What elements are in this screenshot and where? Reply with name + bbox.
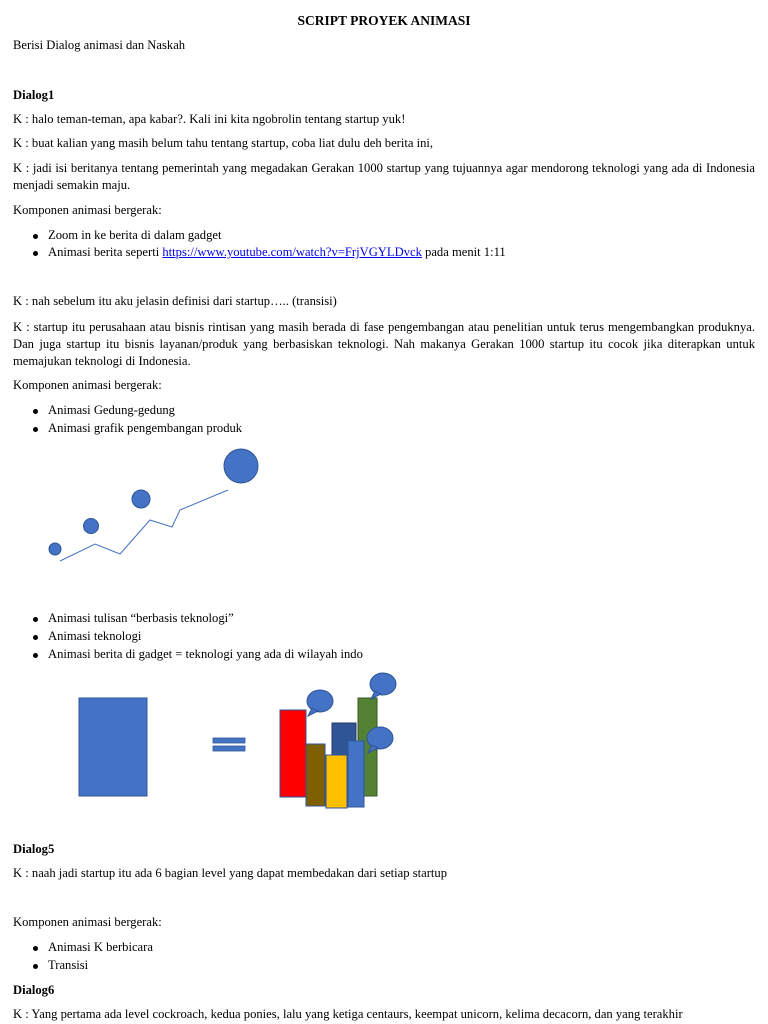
dialog-line: K : buat kalian yang masih belum tahu tentang startup, coba liat dulu deh berita ini, — [13, 136, 434, 150]
dialog-paragraph: K : jadi isi beritanya tentang pemerintah yang megadakan Gerakan 1000 startup yang tujuannya agar mendorong teknologi yang ada di Indonesia menjadi semakin maju. — [13, 161, 755, 192]
dialog-line: K : naah jadi startup itu ada 6 bagian level yang dapat membedakan dari setiap startup — [13, 866, 447, 880]
bullet-icon — [33, 964, 38, 969]
heading-dialog5: Dialog5 — [13, 842, 55, 856]
dialog-line: K : halo teman-teman, apa kabar?. Kali ini kita ngobrolin tentang startup yuk! — [13, 112, 406, 126]
list-item: Transisi — [48, 958, 89, 972]
komponen-label: Komponen animasi bergerak: — [13, 378, 162, 392]
dialog-paragraph: K : startup itu perusahaan atau bisnis rintisan yang masih berada di fase pengembangan atau penelitian untuk terus mengembangkan produknya. Dan juga startup itu bisnis layanan/produk yang berbasiskan teknologi. Nah makanya Gerakan 1000 startup itu cocok jika diterapkan untuk memajukan teknologi di Indonesia. — [13, 320, 755, 368]
building-red — [280, 710, 306, 797]
bullet-icon — [33, 946, 38, 951]
heading-dialog6: Dialog6 — [13, 983, 55, 997]
list-item-text: Animasi berita seperti — [48, 245, 163, 259]
komponen-label: Komponen animasi bergerak: — [13, 203, 162, 217]
equals-bar-top — [213, 738, 245, 743]
speech-bubble-icon — [367, 727, 393, 753]
list-item: Animasi berita di gadget = teknologi yang ada di wilayah indo — [48, 647, 363, 661]
list-item: Animasi K berbicara — [48, 940, 153, 954]
list-item: Animasi tulisan “berbasis teknologi” — [48, 611, 234, 625]
speech-bubble-icon — [370, 673, 396, 699]
building-brown — [306, 744, 325, 806]
list-item: Animasi teknologi — [48, 629, 142, 643]
youtube-link[interactable]: https://www.youtube.com/watch?v=FrjVGYLDvck — [162, 245, 422, 259]
building-blue — [348, 741, 364, 807]
gadget-rectangle — [79, 698, 147, 796]
building-yellow — [326, 755, 347, 808]
page-title: SCRIPT PROYEK ANIMASI — [297, 13, 471, 28]
list-item: Animasi grafik pengembangan produk — [48, 421, 243, 435]
subtitle: Berisi Dialog animasi dan Naskah — [13, 38, 186, 52]
heading-dialog1: Dialog1 — [13, 88, 55, 102]
dialog-line: K : Yang pertama ada level cockroach, kedua ponies, lalu yang ketiga centaurs, keempat unicorn, kelima decacorn, dan yang terakhir — [13, 1007, 683, 1021]
equals-bar-bottom — [213, 746, 245, 751]
dialog-line: K : nah sebelum itu aku jelasin definisi dari startup….. (transisi) — [13, 294, 337, 308]
list-item-text: pada menit 1:11 — [421, 245, 506, 259]
list-item: Animasi Gedung-gedung — [48, 403, 175, 417]
komponen-label: Komponen animasi bergerak: — [13, 915, 162, 929]
speech-bubble-icon — [307, 690, 333, 716]
list-item: Zoom in ke berita di dalam gadget — [48, 228, 222, 242]
